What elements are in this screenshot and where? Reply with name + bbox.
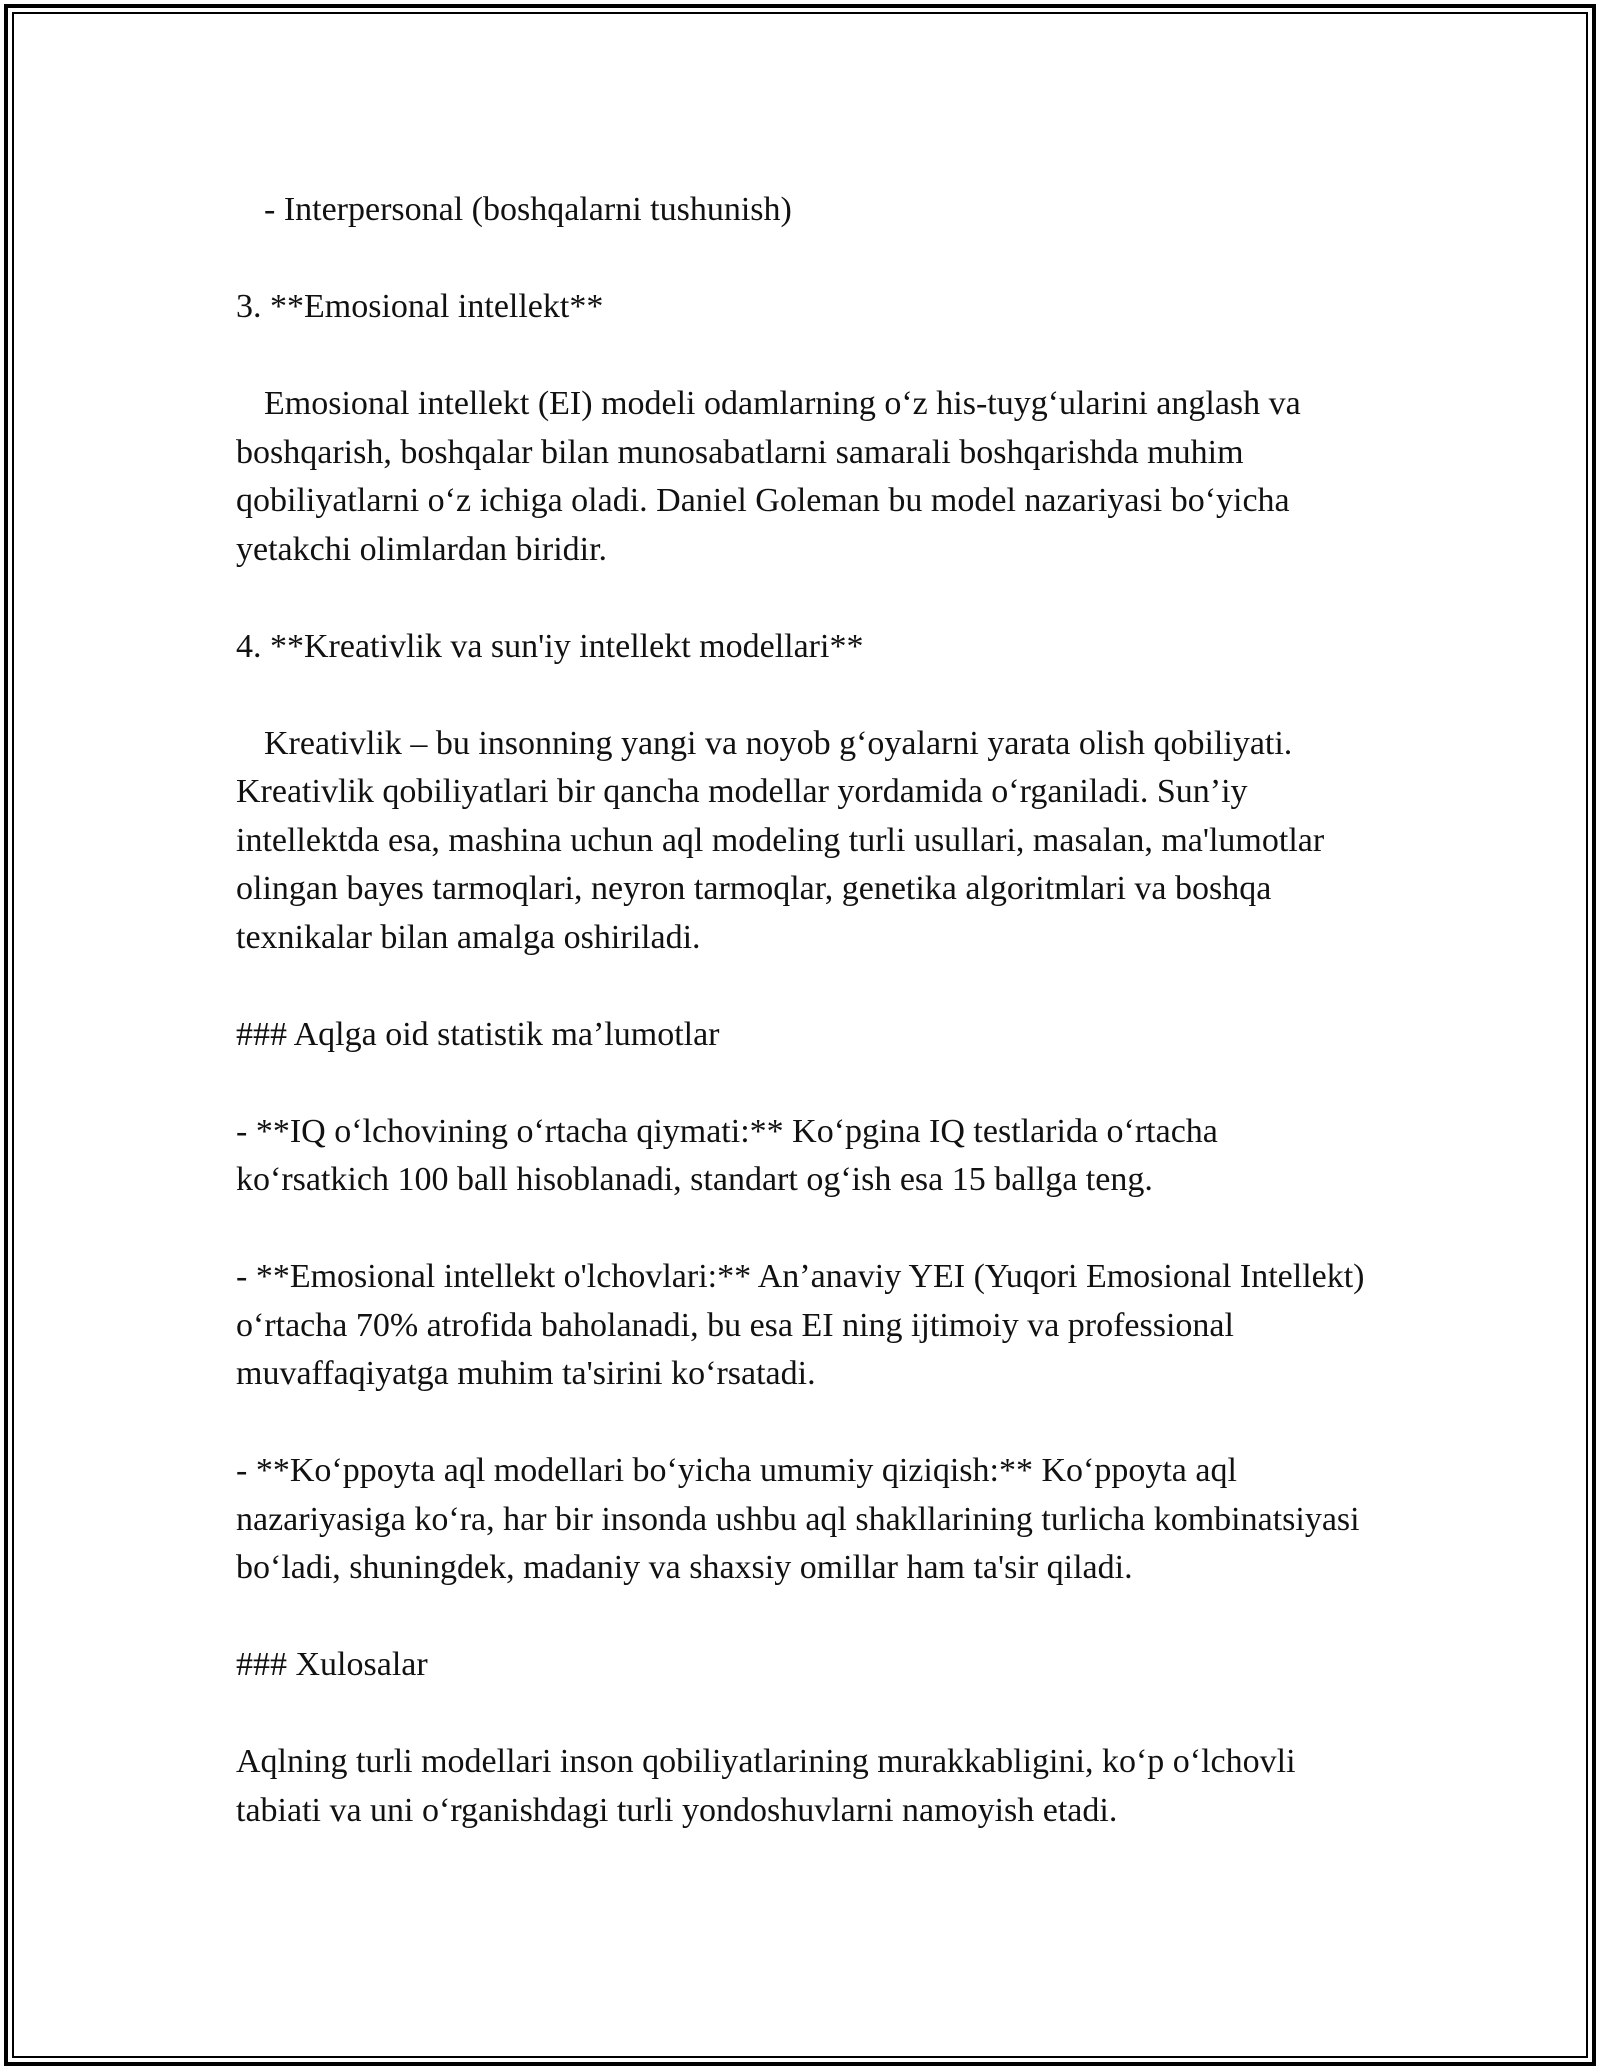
heading-emotional-intelligence: 3. **Emosional intellekt** bbox=[236, 288, 604, 325]
conclusion-paragraph: Aqlning turli modellari inson qobiliyatlarining murakkabligini, ko‘p o‘lchovli tabiati va uni o‘rganishdagi turli yondoshuvlarni namoyish etadi. bbox=[236, 1743, 1296, 1829]
heading-conclusions: ### Xulosalar bbox=[236, 1646, 428, 1683]
interpersonal-line: - Interpersonal (boshqalarni tushunish) bbox=[264, 191, 792, 228]
statistic-iq-item: - **IQ o‘lchovining o‘rtacha qiymati:** Ko‘pgina IQ testlarida o‘rtacha ko‘rsatkich 100 ball hisoblanadi, standart og‘ish esa 15 ballga teng. bbox=[236, 1112, 1218, 1198]
statistic-ei-item: - **Emosional intellekt o'lchovlari:** An’anaviy YEI (Yuqori Emosional Intellekt) o‘rtacha 70% atrofida baholanadi, bu esa EI ning ijtimoiy va professional muvaffaqiyatga muhim ta'sirini ko‘rsatadi. bbox=[236, 1258, 1365, 1392]
document-body bbox=[236, 186, 1376, 1835]
emotional-intelligence-paragraph: Emosional intellekt (EI) modeli odamlarning o‘z his-tuyg‘ularini anglash va boshqarish, boshqalar bilan munosabatlarni samarali boshqarishda muhim qobiliyatlarni o‘z ichiga oladi. Daniel Goleman bu model nazariyasi bo‘yicha yetakchi olimlardan biridir. bbox=[236, 385, 1301, 568]
heading-statistics: ### Aqlga oid statistik ma’lumotlar bbox=[236, 1015, 720, 1053]
statistic-multiple-intelligence-item: - **Ko‘ppoyta aql modellari bo‘yicha umumiy qiziqish:** Ko‘ppoyta aql nazariyasiga ko‘ra, har bir insonda ushbu aql shakllarining turlicha kombinatsiyasi bo‘ladi, shuningdek, madaniy va shaxsiy omillar ham ta'sir qiladi. bbox=[236, 1452, 1360, 1586]
creativity-paragraph: Kreativlik – bu insonning yangi va noyob g‘oyalarni yarata olish qobiliyati. Kreativlik qobiliyatlari bir qancha modellar yordamida o‘rganiladi. Sun’iy intellektda esa, mashina uchun aql modeling turli usullari, masalan, ma'lumotlar olingan bayes tarmoqlari, neyron tarmoqlar, genetika algoritmlari va boshqa texnikalar bilan amalga oshiriladi. bbox=[236, 724, 1325, 956]
heading-creativity-ai: 4. **Kreativlik va sun'iy intellekt modellari** bbox=[236, 627, 864, 665]
